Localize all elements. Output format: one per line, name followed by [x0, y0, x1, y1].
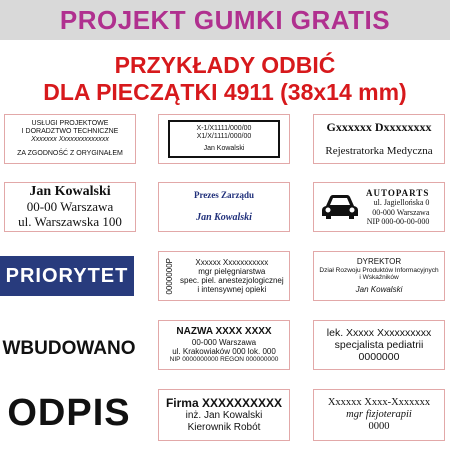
stamp-line: Xxxxxx Xxxx-Xxxxxxx: [327, 396, 431, 408]
autoparts-text: [366, 188, 429, 226]
stamp-vertical-number: 0000000P: [165, 257, 174, 295]
banner-title: PROJEKT GUMKI GRATIS: [59, 4, 391, 35]
stamp-line: X-1/X1111/000/00: [196, 124, 252, 132]
car-icon: [320, 192, 360, 222]
stamp-line: specjalista pediatrii: [334, 338, 424, 351]
stamp-line: spec. piel. anestezjologicznej: [180, 276, 284, 285]
stamp-line: ZA ZGODNOŚĆ Z ORYGINAŁEM: [17, 150, 123, 158]
stamp-line: ul. Jagiellońska 0: [373, 198, 430, 208]
stamp-line: Xxxxxxx Xxxxxxxxxxxxxx: [31, 136, 109, 143]
stamp-prezes: [158, 182, 290, 232]
stamp-line: Kierownik Robót: [187, 421, 261, 433]
stamp-line: mgr fizjoterapii: [346, 408, 412, 420]
stamp-line: mgr pielęgniarstwa: [198, 266, 266, 276]
stamp-pielegniarstwo: [158, 251, 290, 301]
stamp-fizjoterapia: [313, 389, 445, 441]
heading-line-2: DLA PIECZĄTKI 4911 (38x14 mm): [43, 79, 407, 105]
stamp-line: 0000: [368, 421, 390, 433]
stamp-line: Jan Kowalski: [196, 212, 252, 224]
stamp-autoparts: [313, 182, 445, 232]
stamp-nazwa: [158, 320, 290, 370]
stamp-line: inż. Jan Kowalski: [185, 410, 263, 422]
top-banner: [0, 0, 450, 40]
stamp-address: [4, 182, 136, 232]
stamp-line: i intensywnej opieki: [197, 285, 267, 295]
heading-line-1: PRZYKŁADY ODBIĆ: [114, 52, 336, 78]
stamp-line: Prezes Zarządu: [193, 190, 255, 201]
stamp-line: Rejestratorka Medyczna: [325, 144, 433, 157]
stamp-odpis: ODPIS: [7, 392, 131, 434]
stamp-line: Jan Kowalski: [355, 285, 403, 295]
stamp-line: USŁUGI PROJEKTOWE: [31, 119, 109, 127]
stamp-line: ul. Krakowiaków 000 lok. 000: [172, 347, 276, 357]
stamp-line: Jan Kowalski: [203, 145, 245, 153]
stamp-line: 00-000 Warszawa: [191, 337, 257, 347]
stamp-line: 0000000: [358, 351, 400, 364]
stamp-line: lek. Xxxxx Xxxxxxxxxx: [326, 326, 432, 339]
stamp-line: NIP 000-00-00-000: [366, 216, 430, 226]
stamp-line: I DORADZTWO TECHNICZNE: [21, 127, 119, 135]
priorytet-label: PRIORYTET: [5, 264, 129, 287]
stamp-line: Gxxxxxx Dxxxxxxxx: [326, 119, 432, 134]
stamp-line: Dział Rozwoju Produktów Informacyjnych: [319, 266, 439, 274]
stamp-line: X1/X/1111/000/00: [196, 132, 252, 140]
stamp-priorytet: [0, 256, 134, 296]
stamp-line: NAZWA XXXX XXXX: [176, 326, 272, 338]
stamp-pediatria: [313, 320, 445, 370]
stamp-dyrektor: [313, 251, 445, 301]
stamp-projektowe: [4, 114, 136, 164]
stamp-line: Xxxxxx Xxxxxxxxxxx: [195, 257, 269, 267]
stamp-firma: [158, 389, 290, 441]
stamp-line: 00-000 Warszawa: [372, 207, 430, 217]
stamp-line: Firma XXXXXXXXXX: [165, 395, 283, 410]
stamp-rejestratorka: [313, 114, 445, 164]
stamp-line: AUTOPARTS: [366, 188, 430, 199]
stamp-inner-frame: [168, 120, 280, 158]
stamp-line: DYREKTOR: [356, 257, 402, 267]
stamp-line: i Wskaźników: [359, 274, 399, 281]
stamp-framed-code: [158, 114, 290, 164]
stamp-line: Jan Kowalski: [29, 184, 111, 200]
stamp-line: NIP 0000000000 REGON 000000000: [169, 356, 279, 364]
pielegniarstwo-text: [180, 258, 284, 295]
stamp-line: 00-00 Warszawa: [26, 199, 114, 215]
stamp-line: ul. Warszawska 100: [18, 214, 122, 230]
stamp-wbudowano: WBUDOWANO: [2, 338, 136, 359]
